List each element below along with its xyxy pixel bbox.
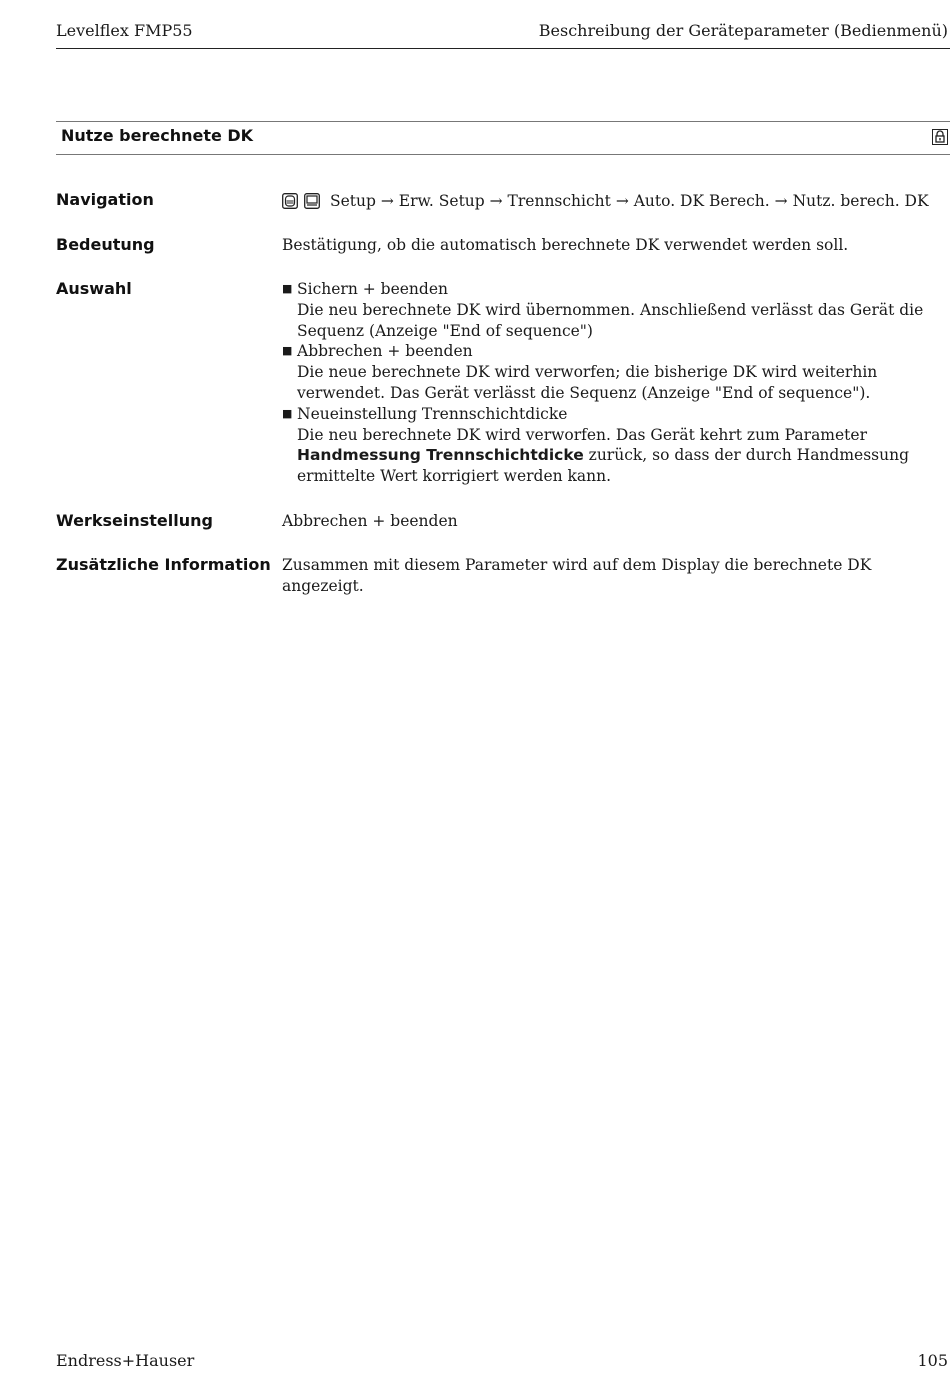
zusatz-text: Zusammen mit diesem Parameter wird auf dem Display die berechnete DK angezeigt. — [282, 556, 872, 595]
option-description-start: Die neu berechnete DK wird verworfen. Das Gerät kehrt zum Parameter — [297, 425, 867, 444]
auswahl-options — [282, 279, 932, 487]
list-item — [282, 341, 932, 403]
expert-menu-icon — [282, 193, 298, 209]
navigation-value — [282, 191, 932, 212]
list-item — [282, 279, 932, 341]
option-description: Die neue berechnete DK wird verworfen; die bisherige DK wird weiterhin verwendet. Das Gerät verlässt die Sequenz (Anzeige "End of sequence"). — [297, 363, 878, 402]
option-description-end: zurück, so dass der durch Handmessung ermittelte Wert korrigiert werden kann. — [297, 446, 910, 486]
navigation-label: Navigation — [56, 190, 154, 209]
section-title: Beschreibung der Geräteparameter (Bedienmenü) — [538, 21, 948, 40]
option-name: Neueinstellung Trennschichtdicke — [297, 404, 568, 423]
option-name: Abbrechen + beenden — [297, 342, 473, 361]
option-description: Die neu berechnete DK wird übernommen. Anschließend verlässt das Gerät die Sequenz (Anzeige "End of sequence") — [297, 300, 924, 340]
navigation-path: Setup → Erw. Setup → Trennschicht → Auto. DK Berech. → Nutz. berech. DK — [330, 192, 929, 210]
display-menu-icon — [304, 193, 320, 209]
parameter-reference: Handmessung Trennschichtdicke — [297, 446, 584, 465]
header-divider — [56, 48, 950, 49]
werkseinstellung-label: Werkseinstellung — [56, 511, 213, 530]
option-name: Sichern + beenden — [297, 280, 448, 298]
bedeutung-label: Bedeutung — [56, 235, 155, 254]
zusatz-label: Zusätzliche Information — [56, 555, 271, 574]
lock-icon — [932, 129, 948, 145]
auswahl-label: Auswahl — [56, 279, 132, 298]
werkseinstellung-value: Abbrechen + beenden — [282, 512, 458, 530]
product-name: Levelflex FMP55 — [56, 21, 193, 40]
bedeutung-text: Bestätigung, ob die automatisch berechnete DK verwendet werden soll. — [282, 236, 849, 254]
page-number: 105 — [917, 1351, 948, 1370]
parameter-title-bar — [56, 121, 950, 155]
option-description — [297, 425, 932, 487]
footer-company: Endress+Hauser — [56, 1351, 195, 1370]
parameter-title: Nutze berechnete DK — [61, 126, 254, 145]
list-item — [282, 404, 932, 487]
